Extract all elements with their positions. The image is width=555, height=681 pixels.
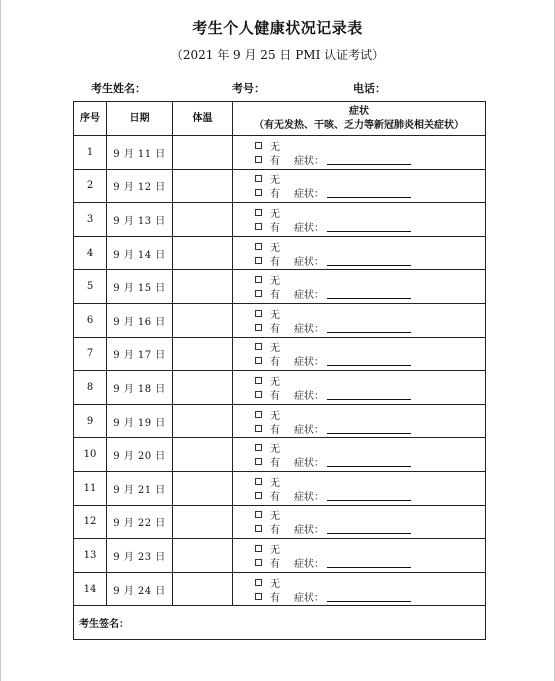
- row-number: 5: [74, 270, 107, 304]
- option-yes-label: 有: [270, 357, 280, 369]
- option-yes[interactable]: [233, 421, 485, 435]
- row-date: 9 月 22 日: [107, 505, 173, 539]
- symptom-cell: [233, 572, 486, 606]
- option-yes[interactable]: [233, 186, 485, 200]
- row-date: 9 月 12 日: [107, 169, 173, 203]
- table-row: [74, 471, 486, 505]
- option-none-label: 无: [270, 444, 280, 456]
- row-number: 3: [74, 203, 107, 237]
- option-none-label: 无: [270, 309, 280, 321]
- row-number: 6: [74, 303, 107, 337]
- option-yes-label: 有: [270, 155, 280, 167]
- symptom-cell: [233, 303, 486, 337]
- option-yes-label: 有: [270, 390, 280, 402]
- symptom-label: 症状：: [294, 290, 324, 302]
- temperature-cell[interactable]: [173, 136, 233, 170]
- option-yes[interactable]: [233, 387, 485, 401]
- temperature-cell[interactable]: [173, 438, 233, 472]
- symptom-cell: [233, 371, 486, 405]
- table-header-row: [74, 102, 486, 136]
- symptom-label: 症状：: [294, 357, 324, 369]
- checkbox-yes[interactable]: [255, 290, 262, 297]
- symptom-input-line[interactable]: [327, 523, 411, 534]
- symptom-cell: [233, 471, 486, 505]
- checkbox-yes[interactable]: [255, 559, 262, 566]
- checkbox-none[interactable]: [255, 310, 262, 317]
- checkbox-yes[interactable]: [255, 425, 262, 432]
- symptom-input-line[interactable]: [327, 187, 411, 198]
- temperature-cell[interactable]: [173, 505, 233, 539]
- option-yes[interactable]: [233, 219, 485, 233]
- option-none-label: 无: [270, 343, 280, 355]
- symptom-cell: [233, 404, 486, 438]
- row-date: 9 月 11 日: [107, 136, 173, 170]
- symptom-cell: [233, 203, 486, 237]
- page-title: 考生个人健康状况记录表: [192, 19, 363, 37]
- row-number: 11: [74, 471, 107, 505]
- symptom-label: 症状：: [294, 155, 324, 167]
- temperature-cell[interactable]: [173, 169, 233, 203]
- row-number: 2: [74, 169, 107, 203]
- option-yes[interactable]: [233, 253, 485, 267]
- checkbox-yes[interactable]: [255, 223, 262, 230]
- checkbox-none[interactable]: [255, 276, 262, 283]
- option-none[interactable]: [233, 205, 485, 219]
- option-none[interactable]: [233, 340, 485, 354]
- checkbox-yes[interactable]: [255, 257, 262, 264]
- symptom-label: 症状：: [294, 323, 324, 335]
- option-none-label: 无: [270, 410, 280, 422]
- table-row: [74, 303, 486, 337]
- row-number: 14: [74, 572, 107, 606]
- table-row: [74, 136, 486, 170]
- table-row: [74, 337, 486, 371]
- name-label: 考生姓名：: [91, 82, 146, 95]
- header-symptom-title: 症状: [349, 105, 369, 117]
- option-yes-label: 有: [270, 491, 280, 503]
- table-row: [74, 203, 486, 237]
- option-none-label: 无: [270, 175, 280, 187]
- option-yes-label: 有: [270, 458, 280, 470]
- checkbox-yes[interactable]: [255, 525, 262, 532]
- checkbox-yes[interactable]: [255, 357, 262, 364]
- symptom-cell: [233, 505, 486, 539]
- option-none[interactable]: [233, 508, 485, 522]
- checkbox-none[interactable]: [255, 243, 262, 250]
- symptom-input-line[interactable]: [327, 490, 411, 501]
- row-number: 7: [74, 337, 107, 371]
- temperature-cell[interactable]: [173, 471, 233, 505]
- row-date: 9 月 16 日: [107, 303, 173, 337]
- health-record-table: [73, 101, 486, 640]
- symptom-label: 症状：: [294, 424, 324, 436]
- temperature-cell[interactable]: [173, 236, 233, 270]
- header-seq: 序号: [74, 102, 107, 136]
- option-none[interactable]: [233, 541, 485, 555]
- option-none[interactable]: [233, 373, 485, 387]
- symptom-input-line[interactable]: [327, 591, 411, 602]
- option-none[interactable]: [233, 273, 485, 287]
- table-row: [74, 539, 486, 573]
- row-date: 9 月 18 日: [107, 371, 173, 405]
- symptom-label: 症状：: [294, 558, 324, 570]
- row-number: 13: [74, 539, 107, 573]
- temperature-cell[interactable]: [173, 203, 233, 237]
- symptom-label: 症状：: [294, 390, 324, 402]
- symptom-input-line[interactable]: [327, 288, 411, 299]
- option-none[interactable]: [233, 172, 485, 186]
- symptom-input-line[interactable]: [327, 255, 411, 266]
- checkbox-none[interactable]: [255, 478, 262, 485]
- option-yes[interactable]: [233, 488, 485, 502]
- option-yes[interactable]: [233, 522, 485, 536]
- temperature-cell[interactable]: [173, 371, 233, 405]
- symptom-input-line[interactable]: [327, 423, 411, 434]
- row-date: 9 月 23 日: [107, 539, 173, 573]
- table-row: [74, 572, 486, 606]
- checkbox-none[interactable]: [255, 511, 262, 518]
- row-date: 9 月 14 日: [107, 236, 173, 270]
- table-row: [74, 404, 486, 438]
- phone-label: 电话：: [353, 82, 386, 95]
- header-symptom: [233, 102, 486, 136]
- option-none-label: 无: [270, 208, 280, 220]
- option-none-label: 无: [270, 477, 280, 489]
- table-row: [74, 371, 486, 405]
- signature-label: 考生签名：: [79, 619, 129, 631]
- table-row: [74, 236, 486, 270]
- header-date: 日期: [107, 102, 173, 136]
- table-row: [74, 505, 486, 539]
- row-date: 9 月 20 日: [107, 438, 173, 472]
- checkbox-none[interactable]: [255, 444, 262, 451]
- row-number: 10: [74, 438, 107, 472]
- option-yes[interactable]: [233, 555, 485, 569]
- checkbox-none[interactable]: [255, 175, 262, 182]
- header-temp: 体温: [173, 102, 233, 136]
- checkbox-none[interactable]: [255, 343, 262, 350]
- checkbox-yes[interactable]: [255, 189, 262, 196]
- symptom-input-line[interactable]: [327, 456, 411, 467]
- symptom-cell: [233, 270, 486, 304]
- symptom-label: 症状：: [294, 592, 324, 604]
- checkbox-none[interactable]: [255, 209, 262, 216]
- table-row: [74, 270, 486, 304]
- symptom-input-line[interactable]: [327, 557, 411, 568]
- option-none[interactable]: [233, 239, 485, 253]
- checkbox-yes[interactable]: [255, 593, 262, 600]
- option-none-label: 无: [270, 276, 280, 288]
- symptom-cell: [233, 337, 486, 371]
- option-none-label: 无: [270, 376, 280, 388]
- checkbox-none[interactable]: [255, 142, 262, 149]
- option-yes-label: 有: [270, 424, 280, 436]
- row-date: 9 月 13 日: [107, 203, 173, 237]
- page-subtitle: （2021 年 9 月 25 日 PMI 认证考试）: [170, 48, 385, 62]
- option-yes-label: 有: [270, 558, 280, 570]
- option-yes-label: 有: [270, 256, 280, 268]
- row-date: 9 月 21 日: [107, 471, 173, 505]
- symptom-cell: [233, 236, 486, 270]
- symptom-label: 症状：: [294, 525, 324, 537]
- symptom-input-line[interactable]: [327, 389, 411, 400]
- row-date: 9 月 17 日: [107, 337, 173, 371]
- checkbox-yes[interactable]: [255, 458, 262, 465]
- option-yes[interactable]: [233, 354, 485, 368]
- checkbox-yes[interactable]: [255, 492, 262, 499]
- option-none[interactable]: [233, 306, 485, 320]
- option-none[interactable]: [233, 138, 485, 152]
- option-yes-label: 有: [270, 592, 280, 604]
- temperature-cell[interactable]: [173, 303, 233, 337]
- header-symptom-sub: （有无发热、干咳、乏力等新冠肺炎相关症状）: [254, 119, 464, 131]
- option-none[interactable]: [233, 474, 485, 488]
- row-date: 9 月 19 日: [107, 404, 173, 438]
- option-none-label: 无: [270, 511, 280, 523]
- checkbox-yes[interactable]: [255, 156, 262, 163]
- checkbox-yes[interactable]: [255, 324, 262, 331]
- option-yes-label: 有: [270, 222, 280, 234]
- row-date: 9 月 15 日: [107, 270, 173, 304]
- option-yes-label: 有: [270, 323, 280, 335]
- checkbox-none[interactable]: [255, 579, 262, 586]
- option-yes[interactable]: [233, 320, 485, 334]
- symptom-input-line[interactable]: [327, 355, 411, 366]
- symptom-label: 症状：: [294, 491, 324, 503]
- symptom-label: 症状：: [294, 458, 324, 470]
- symptom-input-line[interactable]: [327, 322, 411, 333]
- signature-cell[interactable]: [74, 606, 486, 640]
- symptom-label: 症状：: [294, 222, 324, 234]
- checkbox-none[interactable]: [255, 545, 262, 552]
- checkbox-none[interactable]: [255, 377, 262, 384]
- table-row: [74, 169, 486, 203]
- symptom-cell: [233, 169, 486, 203]
- temperature-cell[interactable]: [173, 539, 233, 573]
- option-yes-label: 有: [270, 189, 280, 201]
- table-row: [74, 438, 486, 472]
- option-none-label: 无: [270, 242, 280, 254]
- option-yes[interactable]: [233, 287, 485, 301]
- row-number: 4: [74, 236, 107, 270]
- checkbox-yes[interactable]: [255, 391, 262, 398]
- temperature-cell[interactable]: [173, 270, 233, 304]
- row-number: 9: [74, 404, 107, 438]
- temperature-cell[interactable]: [173, 337, 233, 371]
- option-none[interactable]: [233, 441, 485, 455]
- option-yes-label: 有: [270, 290, 280, 302]
- checkbox-none[interactable]: [255, 411, 262, 418]
- row-date: 9 月 24 日: [107, 572, 173, 606]
- option-none-label: 无: [270, 141, 280, 153]
- option-yes[interactable]: [233, 455, 485, 469]
- temperature-cell[interactable]: [173, 404, 233, 438]
- option-yes-label: 有: [270, 525, 280, 537]
- option-yes[interactable]: [233, 152, 485, 166]
- exam-no-label: 考号：: [232, 82, 265, 95]
- symptom-cell: [233, 438, 486, 472]
- option-none[interactable]: [233, 575, 485, 589]
- option-none-label: 无: [270, 544, 280, 556]
- symptom-label: 症状：: [294, 189, 324, 201]
- row-number: 12: [74, 505, 107, 539]
- symptom-cell: [233, 136, 486, 170]
- row-number: 8: [74, 371, 107, 405]
- temperature-cell[interactable]: [173, 572, 233, 606]
- symptom-label: 症状：: [294, 256, 324, 268]
- symptom-cell: [233, 539, 486, 573]
- option-none-label: 无: [270, 578, 280, 590]
- symptom-input-line[interactable]: [327, 154, 411, 165]
- option-yes[interactable]: [233, 589, 485, 603]
- row-number: 1: [74, 136, 107, 170]
- option-none[interactable]: [233, 407, 485, 421]
- symptom-input-line[interactable]: [327, 221, 411, 232]
